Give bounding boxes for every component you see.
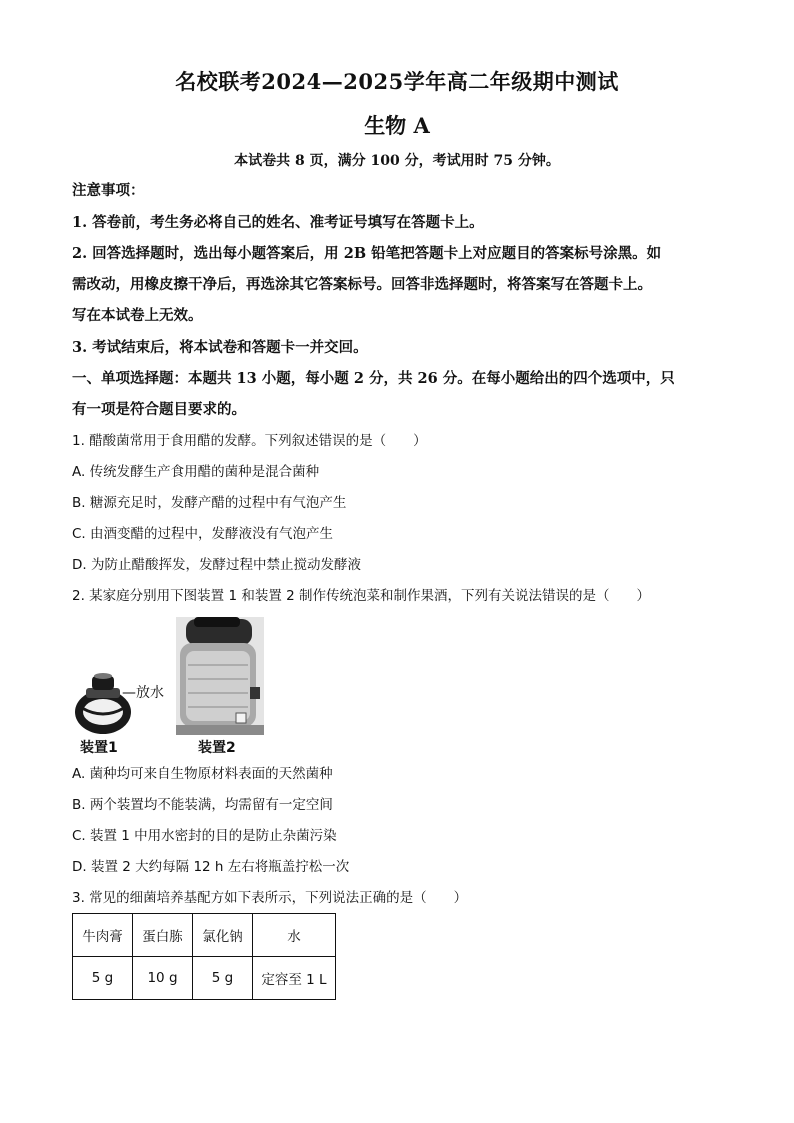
- section-heading-line-2: 有一项是符合题目要求的。: [72, 401, 246, 418]
- table-header-cell: 氯化钠: [193, 914, 253, 957]
- culture-medium-table: [72, 913, 336, 1000]
- q2-option-b: B. 两个装置均不能装满，均需留有一定空间: [72, 797, 333, 813]
- water-seal-label: —放水: [122, 685, 164, 701]
- q1-option-c: C. 由酒变醋的过程中，发酵液没有气泡产生: [72, 526, 334, 542]
- exam-meta: 本试卷共 8 页，满分 100 分，考试用时 75 分钟。: [234, 153, 560, 169]
- notice-line-4: 写在本试卷上无效。: [72, 307, 203, 324]
- table-header-row: [73, 914, 336, 957]
- notice-line-1: 1. 答卷前，考生务必将自己的姓名、准考证号填写在答题卡上。: [72, 214, 484, 231]
- q1-option-a: A. 传统发酵生产食用醋的菌种是混合菌种: [72, 464, 320, 480]
- device1-pickle-jar-figure: [72, 668, 134, 736]
- q2-option-d: D. 装置 2 大约每隔 12 h 左右将瓶盖拧松一次: [72, 859, 350, 875]
- q2-stem: 2. 某家庭分别用下图装置 1 和装置 2 制作传统泡菜和制作果酒，下列有关说法错误的是（ ）: [72, 588, 651, 604]
- q1-option-d: D. 为防止醋酸挥发，发酵过程中禁止搅动发酵液: [72, 557, 361, 573]
- table-cell: 定容至 1 L: [253, 957, 336, 1000]
- table-header-cell: 蛋白胨: [133, 914, 193, 957]
- table-cell: 5 g: [73, 957, 133, 1000]
- q1-option-b: B. 糖源充足时，发酵产醋的过程中有气泡产生: [72, 495, 347, 511]
- q2-option-a: A. 菌种均可来自生物原材料表面的天然菌种: [72, 766, 333, 782]
- table-cell: 5 g: [193, 957, 253, 1000]
- q3-stem: 3. 常见的细菌培养基配方如下表所示，下列说法正确的是（ ）: [72, 890, 468, 906]
- q1-stem: 1. 醋酸菌常用于食用醋的发酵。下列叙述错误的是（ ）: [72, 433, 427, 449]
- notice-line-5: 3. 考试结束后，将本试卷和答题卡一并交回。: [72, 339, 368, 356]
- section-heading-line-1: 一、单项选择题：本题共 13 小题，每小题 2 分，共 26 分。在每小题给出的四个选项中，只: [72, 370, 675, 387]
- exam-subject: 生物 A: [364, 113, 430, 138]
- notice-line-2: 2. 回答选择题时，选出每小题答案后，用 2B 铅笔把答题卡上对应题目的答案标号涂黑。如: [72, 245, 662, 262]
- notice-line-3: 需改动，用橡皮擦干净后，再选涂其它答案标号。回答非选择题时，将答案写在答题卡上。: [72, 276, 652, 293]
- q2-option-c: C. 装置 1 中用水密封的目的是防止杂菌污染: [72, 828, 337, 844]
- exam-title: 名校联考2024—2025学年高二年级期中测试: [175, 69, 619, 94]
- table-header-cell: 水: [253, 914, 336, 957]
- notice-heading: 注意事项：: [72, 182, 145, 199]
- table-header-cell: 牛肉膏: [73, 914, 133, 957]
- table-cell: 10 g: [133, 957, 193, 1000]
- device1-label: 装置1: [80, 740, 118, 756]
- device2-fermenter-figure: [176, 617, 264, 735]
- device2-label: 装置2: [198, 740, 236, 756]
- table-row: [73, 957, 336, 1000]
